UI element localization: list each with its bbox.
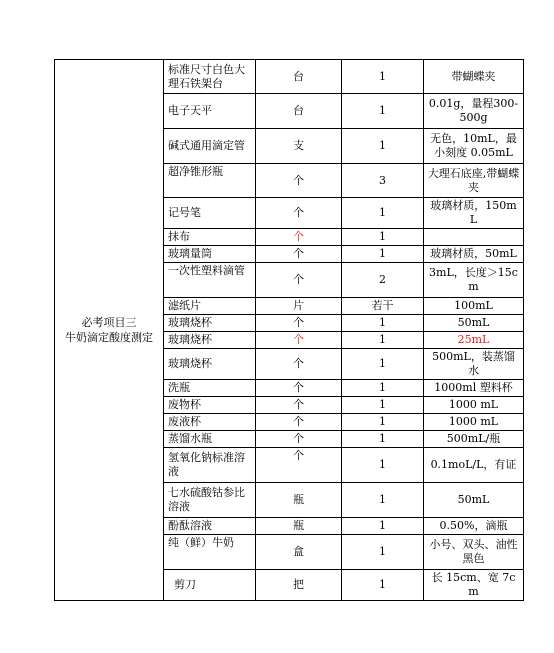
item-quantity: 若干 [342,298,424,315]
item-unit: 个 [256,380,342,397]
item-unit: 瓶 [256,483,342,518]
item-name: 废物杯 [164,397,256,414]
item-spec: 玻璃材质，150mL [424,198,524,229]
item-spec: 50mL [424,315,524,332]
table-row [55,60,524,94]
item-name: 纯（鲜）牛奶 [164,535,256,570]
item-unit: 个 [256,431,342,448]
item-spec: 长 15cm、宽 7cm [424,570,524,601]
item-unit: 个 [256,246,342,263]
item-spec: 0.01g，量程300-500g [424,94,524,129]
item-spec: 小号、双头、油性黑色 [424,535,524,570]
item-unit: 个 [256,198,342,229]
item-quantity: 1 [342,198,424,229]
item-name: 氢氧化钠标准溶液 [164,448,256,483]
item-unit: 个 [256,349,342,380]
item-name: 碱式通用滴定管 [164,129,256,164]
item-quantity: 1 [342,483,424,518]
item-name: 洗瓶 [164,380,256,397]
item-quantity: 1 [342,315,424,332]
item-quantity: 1 [342,414,424,431]
item-spec: 3mL，长度＞15cm [424,263,524,298]
item-spec: 1000ml 塑料杯 [424,380,524,397]
item-name: 抹布 [164,229,256,246]
item-quantity: 1 [342,518,424,535]
item-unit: 台 [256,60,342,94]
item-name: 玻璃量筒 [164,246,256,263]
item-name: 超净锥形瓶 [164,164,256,198]
item-unit: 个 [256,448,342,483]
item-spec: 100mL [424,298,524,315]
item-spec: 无色，10mL，最小刻度 0.05mL [424,129,524,164]
item-unit: 盒 [256,535,342,570]
item-quantity: 1 [342,570,424,601]
item-unit: 支 [256,129,342,164]
item-quantity: 1 [342,94,424,129]
item-spec: 1000 mL [424,414,524,431]
item-name: 废液杯 [164,414,256,431]
item-unit: 把 [256,570,342,601]
item-spec: 500mL，装蒸馏水 [424,349,524,380]
item-unit: 个 [256,229,342,246]
item-spec [424,229,524,246]
item-spec: 0.50%，滴瓶 [424,518,524,535]
item-name: 记号笔 [164,198,256,229]
item-quantity: 1 [342,229,424,246]
item-name: 剪刀 [164,570,256,601]
section-label-line2: 牛奶滴定酸度测定 [65,331,153,344]
item-name: 蒸馏水瓶 [164,431,256,448]
item-name: 滤纸片 [164,298,256,315]
item-unit: 片 [256,298,342,315]
item-quantity: 3 [342,164,424,198]
item-name: 酚酞溶液 [164,518,256,535]
item-quantity: 1 [342,380,424,397]
item-name: 玻璃烧杯 [164,315,256,332]
item-unit: 个 [256,263,342,298]
item-quantity: 1 [342,535,424,570]
item-name: 一次性塑料滴管 [164,263,256,298]
section-label-cell [55,60,164,601]
item-name: 标准尺寸白色大理石铁架台 [164,60,256,94]
item-quantity: 1 [342,60,424,94]
item-spec: 1000 mL [424,397,524,414]
item-unit: 台 [256,94,342,129]
section-label-line1: 必考项目三 [81,316,137,329]
item-unit: 个 [256,332,342,349]
item-quantity: 2 [342,263,424,298]
item-unit: 个 [256,397,342,414]
item-name: 玻璃烧杯 [164,349,256,380]
item-unit: 瓶 [256,518,342,535]
item-name: 七水硫酸钴参比溶液 [164,483,256,518]
item-unit: 个 [256,164,342,198]
item-spec: 大理石底座,带蝴蝶夹 [424,164,524,198]
item-quantity: 1 [342,448,424,483]
item-unit: 个 [256,315,342,332]
item-spec: 50mL [424,483,524,518]
item-quantity: 1 [342,246,424,263]
equipment-table [54,59,524,601]
item-quantity: 1 [342,397,424,414]
item-name: 电子天平 [164,94,256,129]
item-quantity: 1 [342,332,424,349]
item-spec: 带蝴蝶夹 [424,60,524,94]
item-spec: 玻璃材质，50mL [424,246,524,263]
item-quantity: 1 [342,129,424,164]
item-quantity: 1 [342,431,424,448]
item-name: 玻璃烧杯 [164,332,256,349]
item-quantity: 1 [342,349,424,380]
item-spec: 500mL/瓶 [424,431,524,448]
item-spec: 25mL [424,332,524,349]
item-unit: 个 [256,414,342,431]
item-spec: 0.1moL/L，有证 [424,448,524,483]
